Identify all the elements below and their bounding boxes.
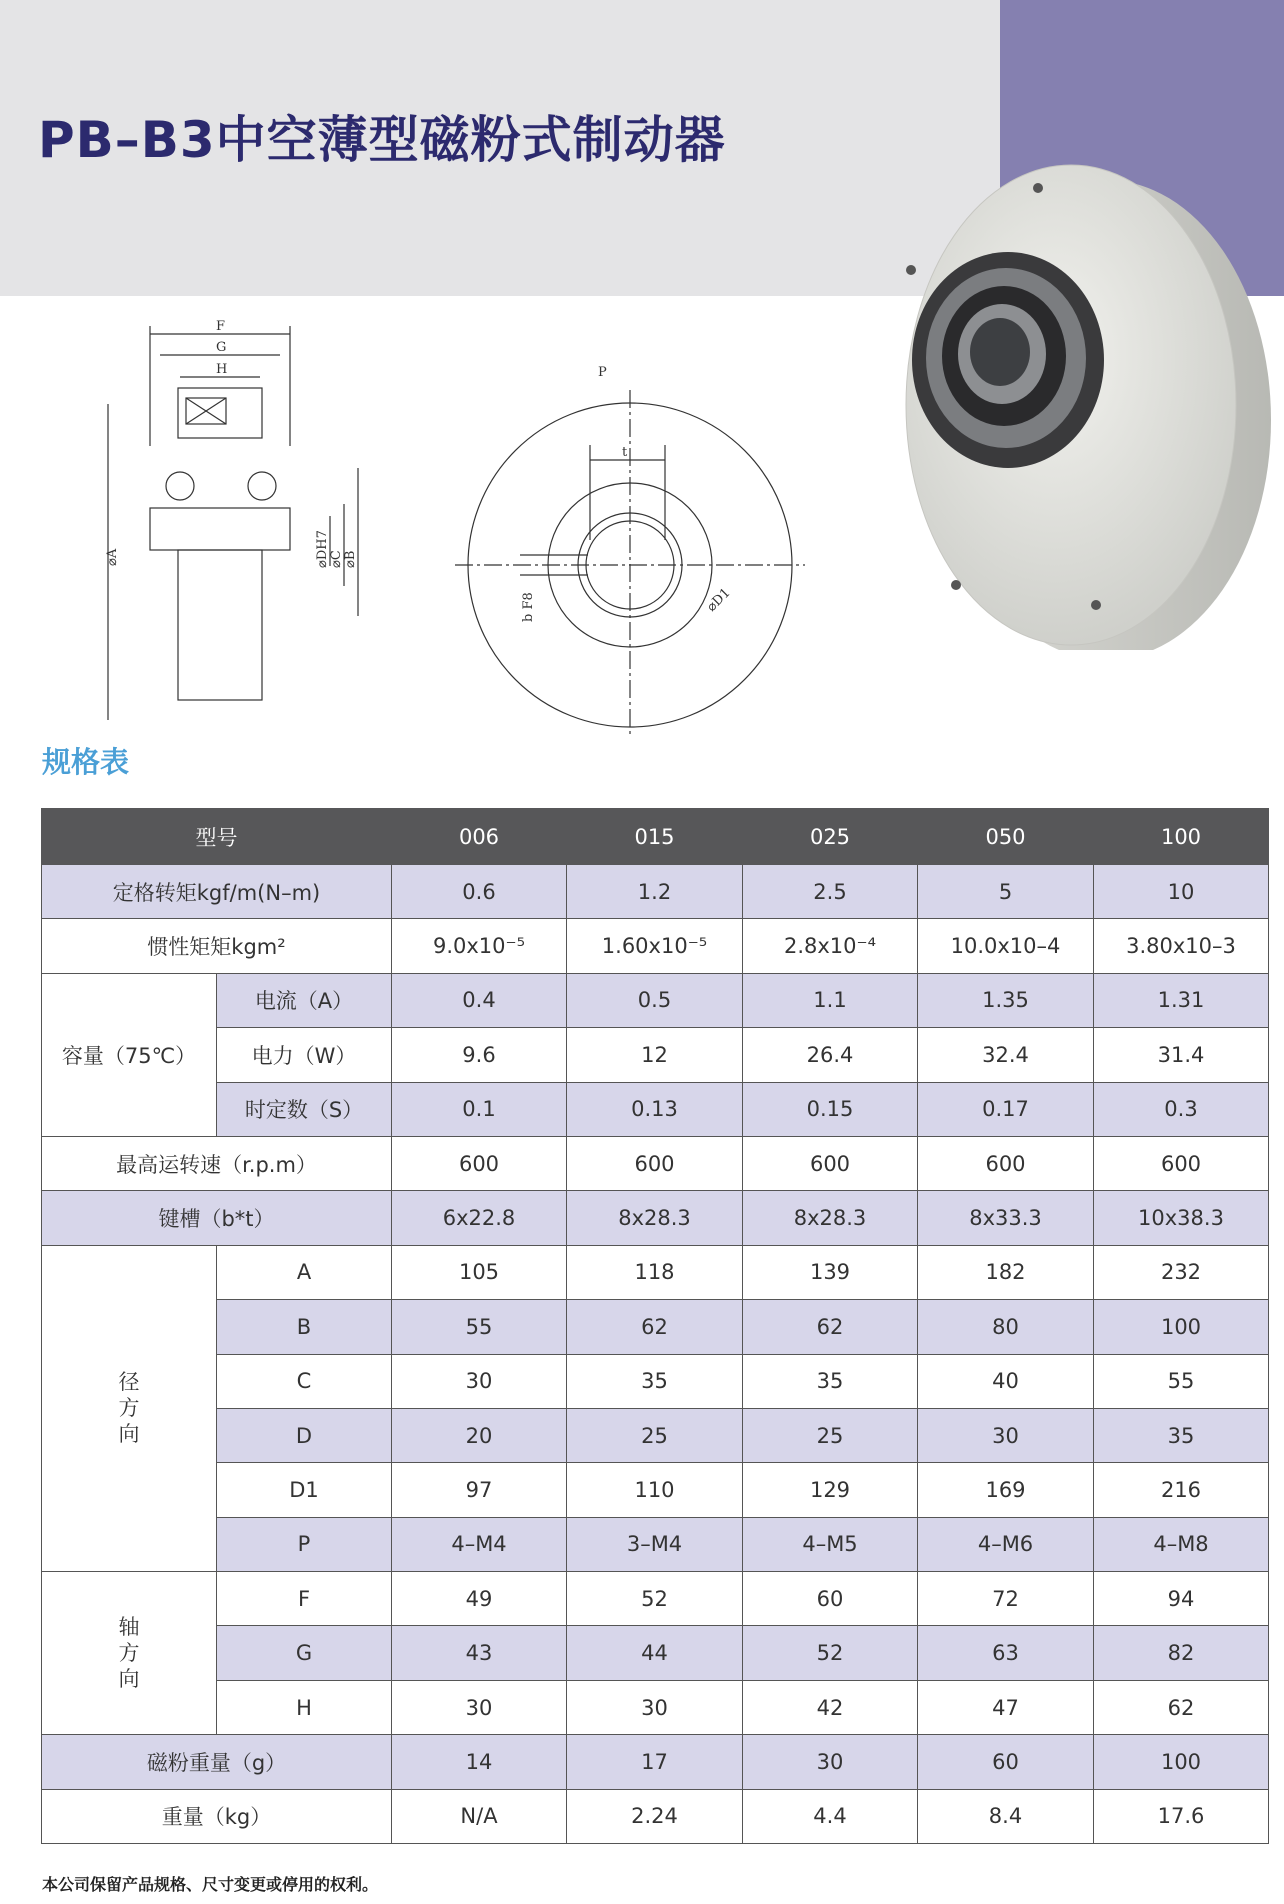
table-cell: 10x38.3 bbox=[1094, 1191, 1269, 1245]
table-cell: 10.0x10–4 bbox=[918, 919, 1094, 973]
header-model: 025 bbox=[743, 809, 918, 865]
table-cell: 600 bbox=[918, 1136, 1094, 1190]
table-cell: 20 bbox=[392, 1408, 567, 1462]
table-cell: 72 bbox=[918, 1572, 1094, 1626]
table-row bbox=[42, 1082, 1269, 1136]
table-row bbox=[42, 1028, 1269, 1082]
table-cell: 216 bbox=[1094, 1463, 1269, 1517]
table-cell: 62 bbox=[1094, 1680, 1269, 1734]
table-cell: 63 bbox=[918, 1626, 1094, 1680]
table-cell: 49 bbox=[392, 1572, 567, 1626]
table-cell: 4–M6 bbox=[918, 1517, 1094, 1571]
table-cell: 14 bbox=[392, 1735, 567, 1789]
front-view-drawing bbox=[450, 360, 810, 740]
table-cell: N/A bbox=[392, 1789, 567, 1843]
table-cell: 47 bbox=[918, 1680, 1094, 1734]
table-cell: 25 bbox=[743, 1408, 918, 1462]
table-cell: 6x22.8 bbox=[392, 1191, 567, 1245]
table-cell: 3.80x10–3 bbox=[1094, 919, 1269, 973]
side-section-drawing bbox=[100, 316, 380, 736]
table-cell: 31.4 bbox=[1094, 1028, 1269, 1082]
table-cell: 2.8x10⁻⁴ bbox=[743, 919, 918, 973]
table-row bbox=[42, 1408, 1269, 1462]
table-row bbox=[42, 1680, 1269, 1734]
row-label: 惯性矩矩kgm² bbox=[42, 919, 392, 973]
label-P: P bbox=[598, 365, 607, 380]
row-label: P bbox=[217, 1517, 392, 1571]
table-cell: 55 bbox=[392, 1300, 567, 1354]
table-cell: 35 bbox=[743, 1354, 918, 1408]
table-cell: 12 bbox=[567, 1028, 743, 1082]
label-G: G bbox=[216, 340, 227, 355]
row-label: 最高运转速（r.p.m） bbox=[42, 1136, 392, 1190]
label-B: ⌀B bbox=[343, 550, 358, 568]
table-cell: 8.4 bbox=[918, 1789, 1094, 1843]
table-row bbox=[42, 1245, 1269, 1299]
table-row bbox=[42, 1517, 1269, 1571]
spec-table bbox=[41, 808, 1269, 1844]
label-t: t bbox=[622, 445, 628, 460]
table-row bbox=[42, 919, 1269, 973]
footnote: 本公司保留产品规格、尺寸变更或停用的权利。 bbox=[42, 1875, 379, 1894]
row-label: D1 bbox=[217, 1463, 392, 1517]
table-cell: 2.24 bbox=[567, 1789, 743, 1843]
table-cell: 62 bbox=[743, 1300, 918, 1354]
table-cell: 60 bbox=[743, 1572, 918, 1626]
row-label: 重量（kg） bbox=[42, 1789, 392, 1843]
table-cell: 30 bbox=[567, 1680, 743, 1734]
table-row bbox=[42, 1735, 1269, 1789]
label-C: ⌀C bbox=[329, 550, 344, 568]
table-row bbox=[42, 1572, 1269, 1626]
table-cell: 4–M5 bbox=[743, 1517, 918, 1571]
table-cell: 32.4 bbox=[918, 1028, 1094, 1082]
row-label: A bbox=[217, 1245, 392, 1299]
group-label-capacity: 容量（75℃） bbox=[42, 973, 217, 1136]
row-label: G bbox=[217, 1626, 392, 1680]
table-row bbox=[42, 1463, 1269, 1517]
table-cell: 8x28.3 bbox=[743, 1191, 918, 1245]
table-cell: 94 bbox=[1094, 1572, 1269, 1626]
label-H: H bbox=[216, 362, 228, 377]
table-cell: 600 bbox=[743, 1136, 918, 1190]
header-model: 006 bbox=[392, 809, 567, 865]
table-cell: 5 bbox=[918, 865, 1094, 919]
table-header-row bbox=[42, 809, 1269, 865]
table-cell: 600 bbox=[392, 1136, 567, 1190]
page-title: PB–B3中空薄型磁粉式制动器 bbox=[38, 111, 726, 169]
table-cell: 9.0x10⁻⁵ bbox=[392, 919, 567, 973]
table-cell: 9.6 bbox=[392, 1028, 567, 1082]
table-cell: 4–M4 bbox=[392, 1517, 567, 1571]
table-cell: 30 bbox=[743, 1735, 918, 1789]
table-cell: 129 bbox=[743, 1463, 918, 1517]
table-cell: 1.2 bbox=[567, 865, 743, 919]
label-D1: ⌀D1 bbox=[704, 585, 734, 615]
row-label: 电力（W） bbox=[217, 1028, 392, 1082]
table-row bbox=[42, 1300, 1269, 1354]
table-cell: 600 bbox=[1094, 1136, 1269, 1190]
table-cell: 8x33.3 bbox=[918, 1191, 1094, 1245]
table-cell: 25 bbox=[567, 1408, 743, 1462]
table-cell: 62 bbox=[567, 1300, 743, 1354]
table-cell: 8x28.3 bbox=[567, 1191, 743, 1245]
table-cell: 139 bbox=[743, 1245, 918, 1299]
table-cell: 100 bbox=[1094, 1735, 1269, 1789]
group-label-axial-text: 轴方向 bbox=[118, 1615, 140, 1692]
table-cell: 232 bbox=[1094, 1245, 1269, 1299]
row-label: F bbox=[217, 1572, 392, 1626]
section-title: 规格表 bbox=[42, 745, 130, 779]
table-row bbox=[42, 865, 1269, 919]
table-cell: 80 bbox=[918, 1300, 1094, 1354]
table-cell: 17.6 bbox=[1094, 1789, 1269, 1843]
table-cell: 0.4 bbox=[392, 973, 567, 1027]
table-cell: 2.5 bbox=[743, 865, 918, 919]
product-photo bbox=[856, 130, 1276, 650]
table-cell: 30 bbox=[392, 1680, 567, 1734]
table-cell: 105 bbox=[392, 1245, 567, 1299]
table-row bbox=[42, 1626, 1269, 1680]
table-cell: 4.4 bbox=[743, 1789, 918, 1843]
table-cell: 0.17 bbox=[918, 1082, 1094, 1136]
table-cell: 4–M8 bbox=[1094, 1517, 1269, 1571]
table-cell: 43 bbox=[392, 1626, 567, 1680]
table-cell: 17 bbox=[567, 1735, 743, 1789]
table-cell: 97 bbox=[392, 1463, 567, 1517]
table-cell: 1.31 bbox=[1094, 973, 1269, 1027]
table-cell: 1.1 bbox=[743, 973, 918, 1027]
table-row bbox=[42, 1789, 1269, 1843]
table-cell: 44 bbox=[567, 1626, 743, 1680]
header-model-label: 型号 bbox=[42, 809, 392, 865]
row-label: D bbox=[217, 1408, 392, 1462]
group-label-axial bbox=[42, 1572, 217, 1735]
header-model: 015 bbox=[567, 809, 743, 865]
table-cell: 40 bbox=[918, 1354, 1094, 1408]
table-cell: 100 bbox=[1094, 1300, 1269, 1354]
table-cell: 42 bbox=[743, 1680, 918, 1734]
group-label-radial-text: 径方向 bbox=[118, 1370, 140, 1447]
row-label: 键槽（b*t） bbox=[42, 1191, 392, 1245]
label-A: ⌀A bbox=[105, 548, 120, 566]
table-cell: 35 bbox=[567, 1354, 743, 1408]
row-label: B bbox=[217, 1300, 392, 1354]
table-cell: 169 bbox=[918, 1463, 1094, 1517]
label-bF8: b F8 bbox=[521, 592, 536, 622]
label-DH7: ⌀DH7 bbox=[315, 530, 330, 568]
table-cell: 30 bbox=[392, 1354, 567, 1408]
header-model: 100 bbox=[1094, 809, 1269, 865]
table-cell: 52 bbox=[743, 1626, 918, 1680]
table-cell: 3–M4 bbox=[567, 1517, 743, 1571]
row-label: 定格转矩kgf/m(N–m) bbox=[42, 865, 392, 919]
table-cell: 1.60x10⁻⁵ bbox=[567, 919, 743, 973]
table-cell: 0.6 bbox=[392, 865, 567, 919]
table-cell: 0.3 bbox=[1094, 1082, 1269, 1136]
table-cell: 30 bbox=[918, 1408, 1094, 1462]
row-label: 时定数（S） bbox=[217, 1082, 392, 1136]
table-cell: 0.1 bbox=[392, 1082, 567, 1136]
row-label: H bbox=[217, 1680, 392, 1734]
row-label: C bbox=[217, 1354, 392, 1408]
table-cell: 600 bbox=[567, 1136, 743, 1190]
table-cell: 0.13 bbox=[567, 1082, 743, 1136]
table-row bbox=[42, 1191, 1269, 1245]
table-cell: 82 bbox=[1094, 1626, 1269, 1680]
group-label-radial bbox=[42, 1245, 217, 1571]
table-cell: 26.4 bbox=[743, 1028, 918, 1082]
table-cell: 52 bbox=[567, 1572, 743, 1626]
table-cell: 10 bbox=[1094, 865, 1269, 919]
table-cell: 1.35 bbox=[918, 973, 1094, 1027]
table-cell: 110 bbox=[567, 1463, 743, 1517]
table-cell: 55 bbox=[1094, 1354, 1269, 1408]
row-label: 磁粉重量（g） bbox=[42, 1735, 392, 1789]
table-cell: 182 bbox=[918, 1245, 1094, 1299]
row-label: 电流（A） bbox=[217, 973, 392, 1027]
header-model: 050 bbox=[918, 809, 1094, 865]
table-cell: 35 bbox=[1094, 1408, 1269, 1462]
table-row bbox=[42, 973, 1269, 1027]
table-cell: 118 bbox=[567, 1245, 743, 1299]
label-F: F bbox=[216, 319, 226, 334]
table-row bbox=[42, 1136, 1269, 1190]
table-cell: 0.15 bbox=[743, 1082, 918, 1136]
table-cell: 0.5 bbox=[567, 973, 743, 1027]
table-cell: 60 bbox=[918, 1735, 1094, 1789]
table-row bbox=[42, 1354, 1269, 1408]
